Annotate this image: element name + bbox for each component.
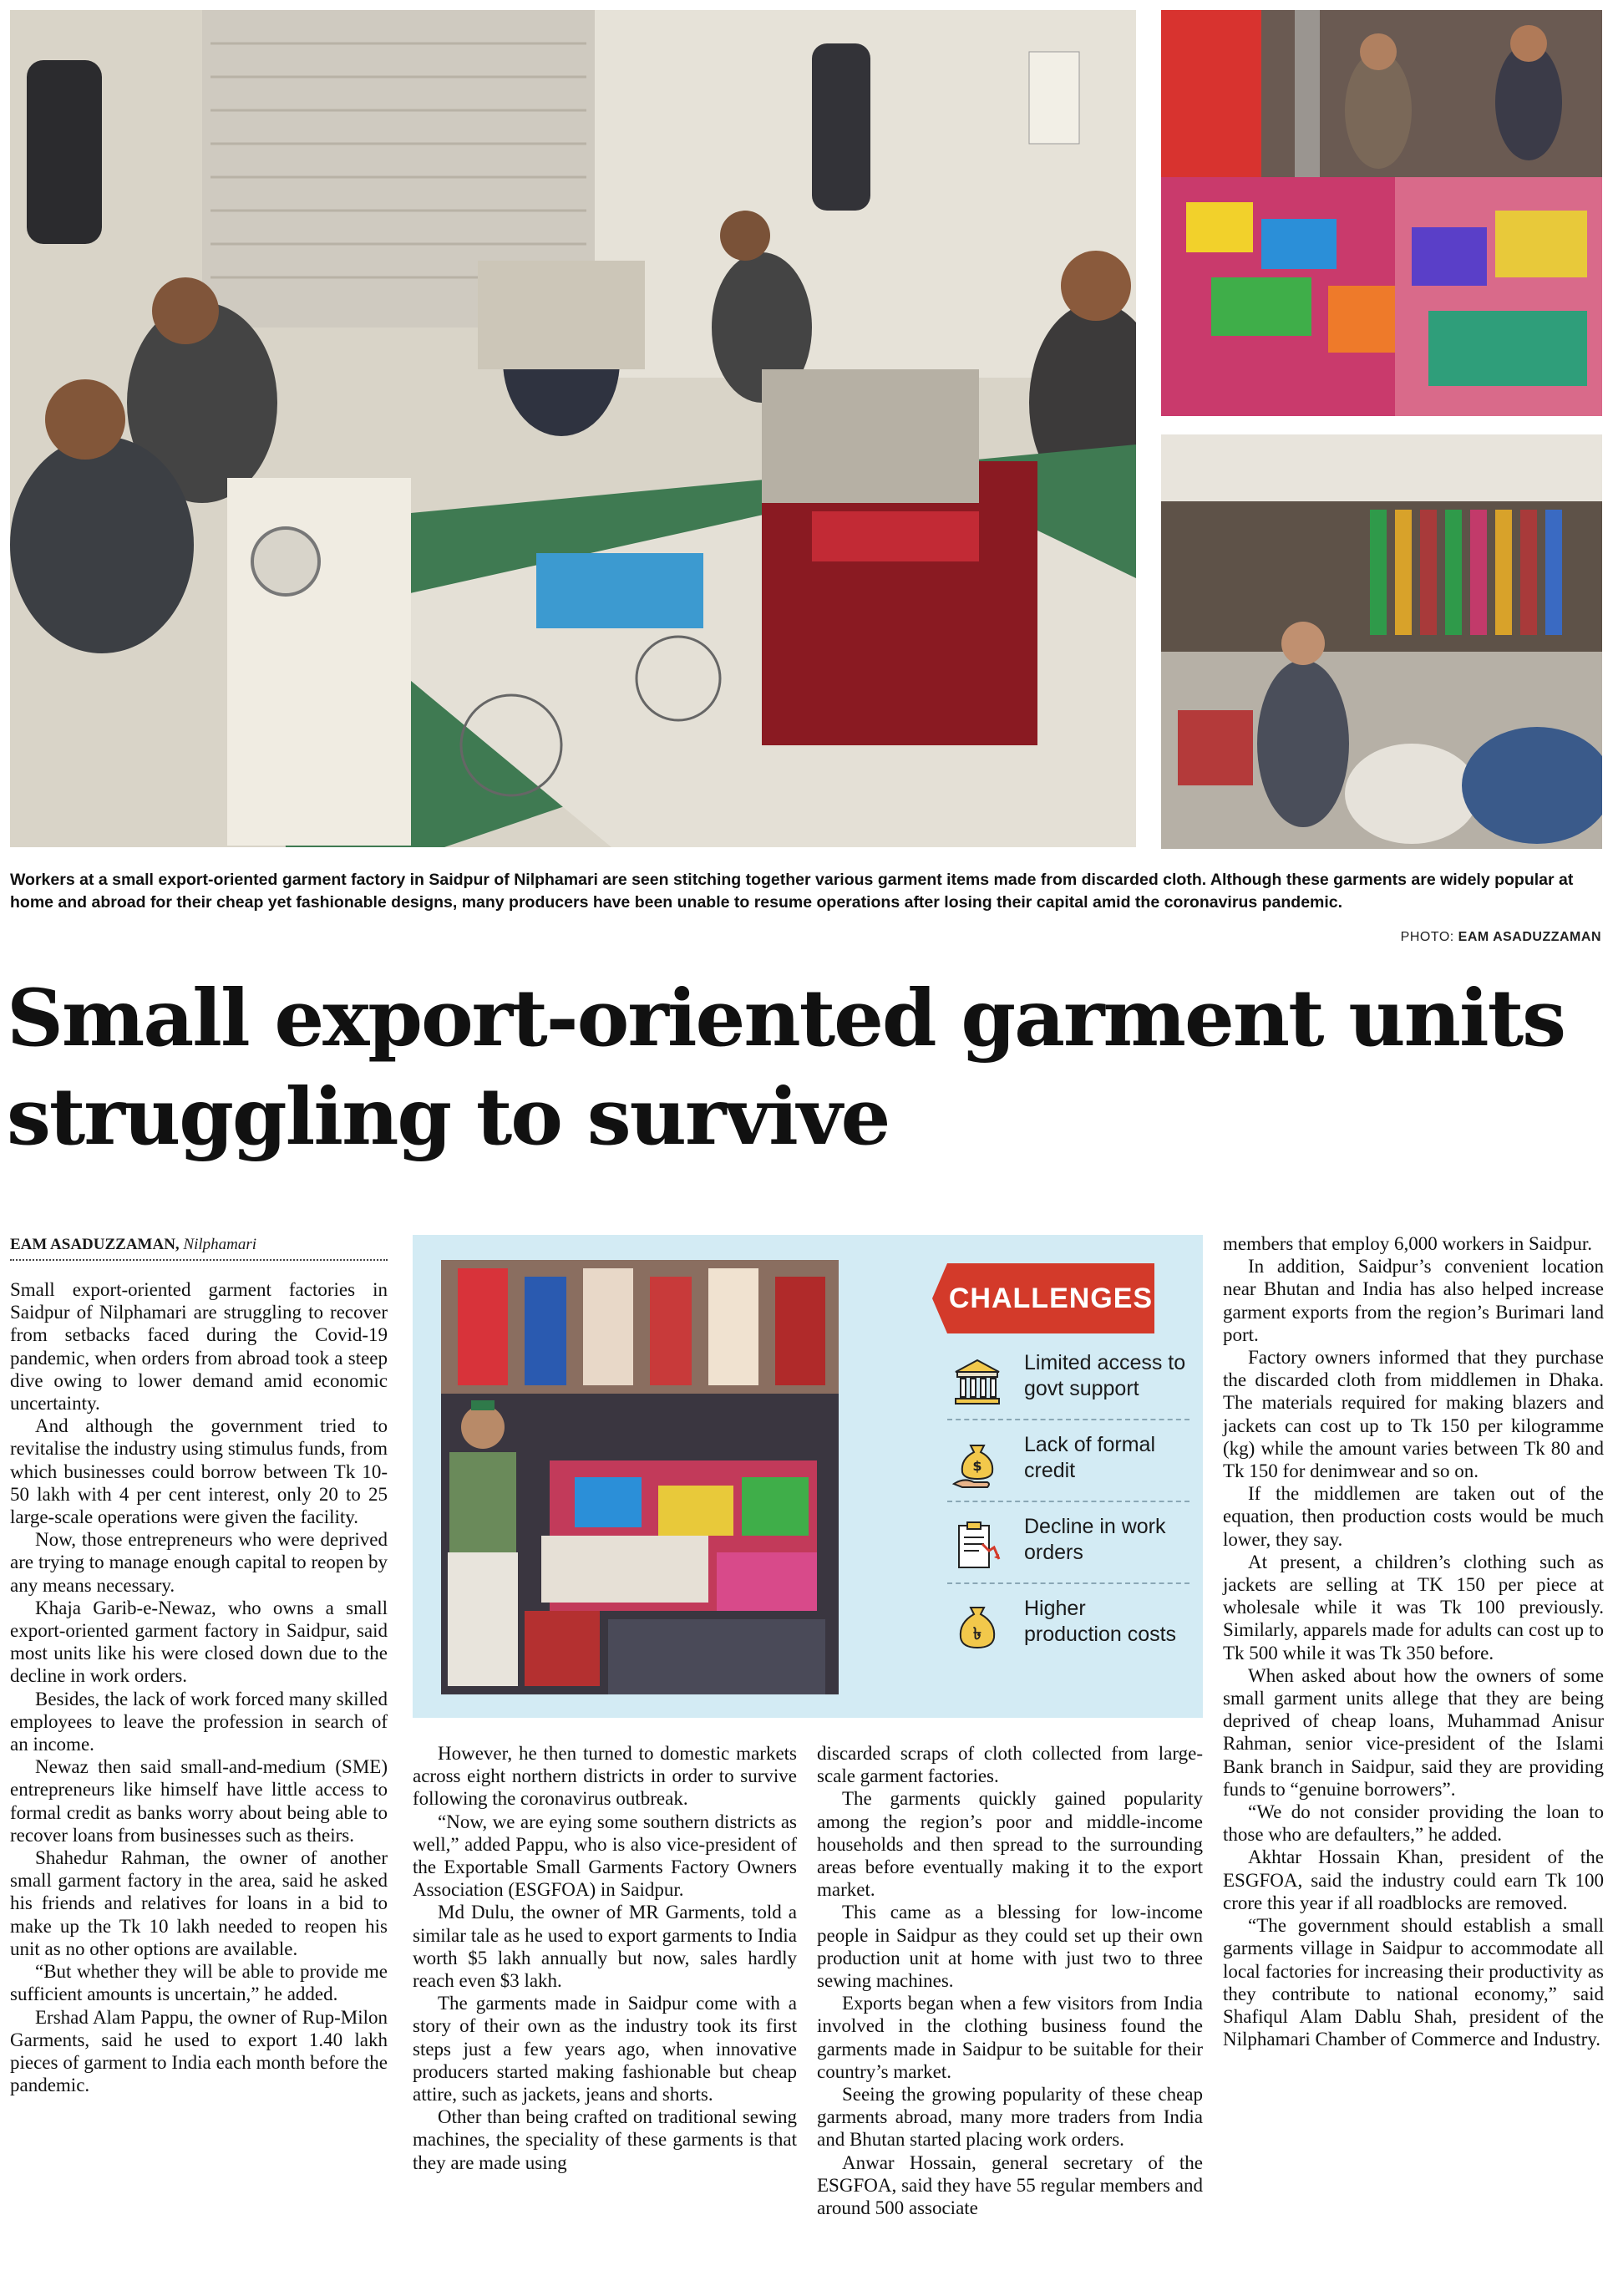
- svg-text:৳: ৳: [973, 1623, 981, 1643]
- paragraph: The garments made in Saidpur come with a story of their own as the industry took its first steps just a few years ago, when innovative producers started making fashionable but cheap attire, such as jackets, jeans and shorts.: [413, 1993, 797, 2106]
- paragraph: “The government should establish a small garments village in Saidpur to accommodate all local factories for increasing their productivity as they contribute to national economy,” said Shafiqul Alam Dablu Shah, president of the Nilphamari Chamber of Commerce and Industry.: [1223, 1915, 1604, 2050]
- article-column-2: [413, 1742, 797, 2174]
- challenge-item: [947, 1507, 1189, 1584]
- paragraph: Newaz then said small-and-medium (SME) entrepreneurs like himself have little access to formal credit as banks worry about being able to recover loans from businesses such as theirs.: [10, 1756, 388, 1846]
- challenge-text: Higher production costs: [1024, 1597, 1177, 1646]
- paragraph: “Now, we are eying some southern districts as well,” added Pappu, who is also vice-president of the Exportable Small Garments Factory Owners Association (ESGFOA) in Saidpur.: [413, 1811, 797, 1901]
- paragraph: Other than being crafted on traditional sewing machines, the speciality of these garments is that they are made using: [413, 2106, 797, 2173]
- challenge-text: Lack of formal credit: [1024, 1433, 1156, 1482]
- paragraph: Small export-oriented garment factories in Saidpur of Nilphamari are struggling to recover from setbacks faced during the Covid-19 pandemic, when orders from abroad took a steep dive owing to lower demand amid economic uncertainty.: [10, 1279, 388, 1415]
- challenge-text: Decline in work orders: [1024, 1515, 1166, 1564]
- paragraph: This came as a blessing for low-income people in Saidpur as they could set up their own production unit at home with just two to three sewing machines.: [817, 1902, 1203, 1992]
- paragraph: Md Dulu, the owner of MR Garments, told a similar tale as he used to export garments to India worth $5 lakh annually but now, sales hardly reach even $3 lakh.: [413, 1902, 797, 1992]
- paragraph: However, he then turned to domestic markets across eight northern districts in order to survive following the coronavirus outbreak.: [413, 1743, 797, 1810]
- clipboard-chart-icon: [951, 1519, 1004, 1572]
- paragraph: At present, a children’s clothing such as jackets are selling at TK 150 per piece at wholesale while it was Tk 100 previously. Similarly, apparels made for adults can cost up to Tk 500 while it was Tk 350 before.: [1223, 1551, 1604, 1664]
- svg-text:$: $: [972, 1458, 982, 1474]
- paragraph: When asked about how the owners of some small garment units allege that they are being deprived of cheap loans, Muhammad Anisur Rahman, senior vice-president of the Islami Bank branch in Saidpur, said they are providing funds to “genuine borrowers”.: [1223, 1664, 1604, 1800]
- byline-location: Nilphamari: [183, 1236, 257, 1253]
- money-bag-hand-icon: [951, 1437, 1004, 1491]
- paragraph: The garments quickly gained popularity among the region’s poor and middle-income households and then spread to the surrounding areas before eventually making it to the export market.: [817, 1788, 1203, 1901]
- paragraph: In addition, Saidpur’s convenient location near Bhutan and India has also helped increase garment exports from the region’s Burimari land port.: [1223, 1256, 1604, 1345]
- shopkeeper-photo: [441, 1260, 839, 1694]
- paragraph: “But whether they will be able to provide me sufficient amounts is uncertain,” he added.: [10, 1961, 388, 2005]
- challenge-item: [947, 1344, 1189, 1420]
- paragraph: members that employ 6,000 workers in Saidpur.: [1223, 1233, 1593, 1254]
- photo-credit-label: PHOTO:: [1400, 930, 1454, 944]
- challenge-item: [947, 1589, 1189, 1664]
- article-column-1: [10, 1278, 388, 2096]
- paragraph: Akhtar Hossain Khan, president of the ESGFOA, said the industry could earn Tk 100 crore this year if all roadblocks are removed.: [1223, 1846, 1604, 1913]
- paragraph: “We do not consider providing the loan to those who are defaulters,” he added.: [1223, 1801, 1604, 1846]
- headline: Small export-oriented garment units struggling to survive: [7, 973, 1565, 1163]
- article-column-4: [1223, 1232, 1604, 2050]
- paragraph: If the middlemen are taken out of the equation, then production costs would be much lower, they say.: [1223, 1483, 1604, 1550]
- challenges-infobox: [413, 1235, 1203, 1718]
- paragraph: Besides, the lack of work forced many skilled employees to leave the profession in search of an income.: [10, 1688, 388, 1755]
- byline-author: EAM ASADUZZAMAN,: [10, 1236, 180, 1253]
- challenge-item: [947, 1425, 1189, 1502]
- taka-bag-icon: [951, 1601, 1004, 1654]
- photo-credit-name: EAM ASADUZZAMAN: [1458, 930, 1601, 944]
- paragraph: Now, those entrepreneurs who were deprived are trying to manage enough capital to reopen by any means necessary.: [10, 1529, 388, 1596]
- paragraph: Anwar Hossain, general secretary of the ESGFOA, said they have 55 regular members and around 500 associate: [817, 2151, 1203, 2219]
- paragraph: Khaja Garib-e-Newaz, who owns a small export-oriented garment factory in Saidpur, said most units like his were closed down due to the decline in work orders.: [10, 1597, 388, 1687]
- paragraph: Seeing the growing popularity of these cheap garments abroad, many more traders from India and Bhutan started placing work orders.: [817, 2084, 1203, 2151]
- bank-icon: [951, 1355, 1004, 1409]
- challenges-title: CHALLENGES: [947, 1263, 1154, 1333]
- paragraph: Shahedur Rahman, the owner of another small garment factory in the area, said he asked his friends and relatives for loans in a bid to make up the Tk 10 lakh needed to reopen his unit as no other options are available.: [10, 1847, 388, 1959]
- photo-credit: [1401, 930, 1601, 945]
- clothing-shop-photo: [1161, 10, 1602, 416]
- street-shop-photo: [1161, 434, 1602, 849]
- byline: [10, 1236, 388, 1261]
- paragraph: Factory owners informed that they purchase the discarded cloth from middlemen in Dhaka. The materials required for making blazers and jackets can cost up to Tk 150 per kilogramme (kg) while the amount varies between Tk 80 and Tk 150 for denimwear and so on.: [1223, 1347, 1604, 1482]
- photo-caption: Workers at a small export-oriented garment factory in Saidpur of Nilphamari are seen stitching together various garment items made from discarded cloth. Although these garments are widely popular at home and abroad for their cheap yet fashionable designs, many producers have been unable to resume operations after losing their capital amid the coronavirus pandemic.: [10, 871, 1574, 912]
- paragraph: And although the government tried to revitalise the industry using stimulus funds, from which businesses could borrow between Tk 10-50 lakh with 4 per cent interest, only 20 to 25 large-scale operations were given the facility.: [10, 1415, 388, 1528]
- paragraph: Ershad Alam Pappu, the owner of Rup-Milon Garments, said he used to export 1.40 lakh pieces of garment to India each month before the pandemic.: [10, 2006, 388, 2096]
- article-column-3: [817, 1742, 1203, 2219]
- paragraph: Exports began when a few visitors from India involved in the clothing business found the garments made in Saidpur to be suitable for their country’s market.: [817, 1993, 1203, 2082]
- factory-workers-photo: [10, 10, 1136, 847]
- challenge-text: Limited access to govt support: [1024, 1351, 1186, 1400]
- paragraph: discarded scraps of cloth collected from large-scale garment factories.: [817, 1743, 1203, 1787]
